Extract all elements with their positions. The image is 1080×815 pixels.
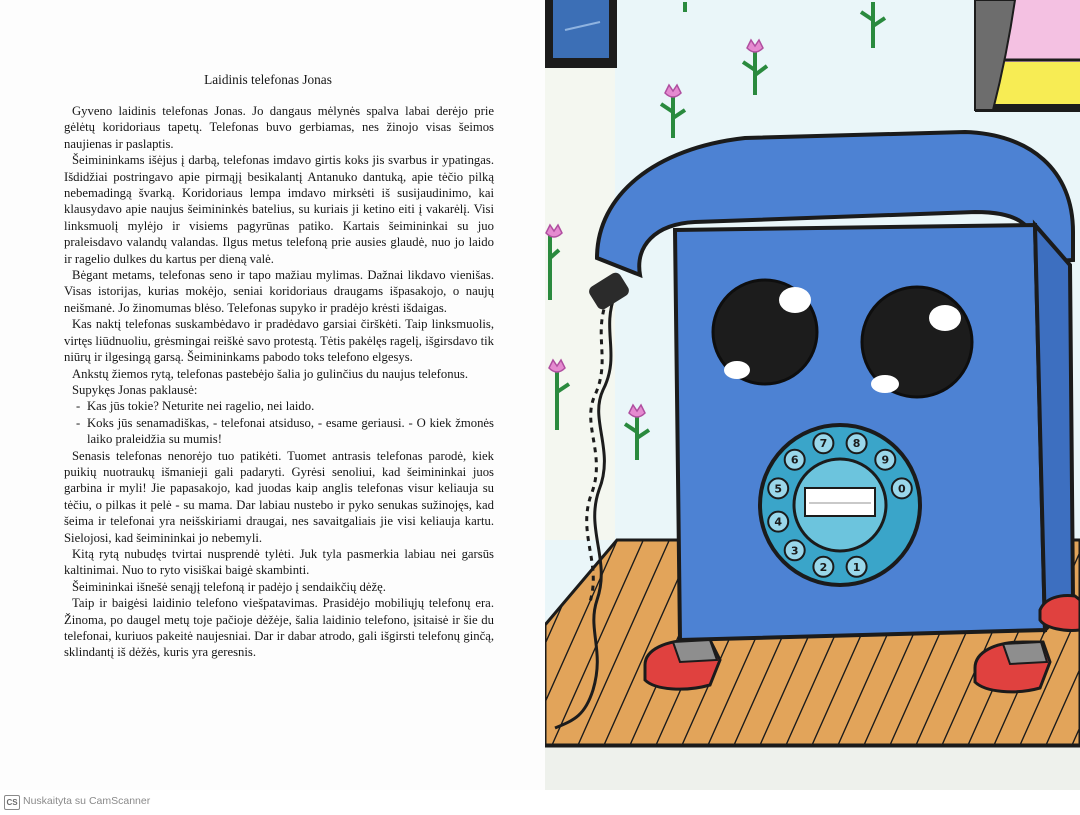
story-text <box>64 103 494 661</box>
dial-digit: 8 <box>852 437 861 451</box>
paragraph: Gyveno laidinis telefonas Jonas. Jo dangaus mėlynės spalva labai derėjo prie gėlėtų koridoriaus tapetų. Telefonas buvo gerbiamas, nes žinojo visas šeimos naujienas ir paslaptis. <box>64 104 494 151</box>
dial-digit: 3 <box>790 544 799 558</box>
window-left <box>545 0 617 68</box>
paragraph: Kas naktį telefonas suskambėdavo ir pradėdavo garsiai čirškėti. Taip linksmuolis, virtęs liūdnuoliu, grėsmingai reiškė savo protestą. Tėtis pakėlęs ragelį, išgirsdavo tik niūrų ir ilgesingą garsą. Šeimininkams pabodo toks telefono elgesys. <box>64 317 494 365</box>
scan-footer <box>0 790 1080 815</box>
dial-digit: 1 <box>852 560 861 574</box>
paragraph: Ankstų žiemos rytą, telefonas pastebėjo šalia jo gulinčius du naujus telefonus. <box>72 366 469 381</box>
camscanner-icon: CS <box>4 795 20 810</box>
dial-digit: 7 <box>819 437 828 451</box>
paragraph: Senasis telefonas nenorėjo tuo patikėti. Tuomet antrasis telefonas parodė, kiek puikių nuotraukų išmanieji gali padaryti. Gyrėsi senoliui, kad šeimininkai juos garbina ir myli! Jie papasakojo, kad juodas kaip anglis telefonas visur keliauja su tėčiu, o pilkas it pelė - su mama. Dar labiau nustebo ir pyko senukas sužinojęs, kad šeima ir telefonai yra neišskiriami draugai, nes savaitgaliais jie visi keliauja kartu. Sielojosi, kad šeimininkai jo nebemyli. <box>64 448 494 545</box>
paragraph: Šeimininkai išnešė senąjį telefoną ir padėjo į sendaikčių dėžę. <box>72 579 386 594</box>
paragraph: Supykęs Jonas paklausė: <box>72 382 198 397</box>
dial-digit: 5 <box>774 482 783 496</box>
dialogue-list <box>64 398 494 447</box>
window-right <box>975 0 1080 112</box>
dial-digit: 9 <box>881 453 890 467</box>
dial-digit: 6 <box>790 453 799 467</box>
paragraph: Bėgant metams, telefonas seno ir tapo mažiau mylimas. Dažnai likdavo vienišas. Visas istorijas, kurias mokėjo, seniai koridoriaus draugams išpasakojo, o naujų neišmanė. Jo žinomumas blėso. Telefonas supyko ir pradėjo krėsti išdaigas. <box>64 268 494 315</box>
paragraph: Šeimininkams išėjus į darbą, telefonas imdavo girtis koks jis svarbus ir ypatingas. Išdidžiai postringavo apie pirmąjį besikalantį Antanuko dantuką, apie tėčio pilką nebemadingą švarką. Koridoriaus lempa imdavo mirksėti iš susijaudinimo, kai klausydavo apie naujus šeimininkės batelius, su kuriais ji ketino eiti į vakarėlį. Visi linksmuolį mylėjo ir visiems pagyrūnas patiko. Kartais šeimininkai su juo praleisdavo valandų valandas. Ilgus metus telefoną prie ausies glaudė, nuo jo laido ir ragelio dulkes du kartus per dieną valė. <box>64 153 494 266</box>
dial-digit: 4 <box>774 515 783 529</box>
document-page <box>0 0 545 790</box>
dial-digit: 2 <box>819 560 828 574</box>
dialogue-line: - Kas jūs tokie? Neturite nei ragelio, nei laido. <box>76 399 315 414</box>
phone-illustration <box>545 0 1080 790</box>
scanner-label: Nuskaityta su CamScanner <box>23 795 151 807</box>
dialogue-line: - Koks jūs senamadiškas, - telefonai atsiduso, - esame geriausi. - O kiek žmonės laiko praleidžia su mumis! <box>76 415 494 447</box>
page-title: Laidinis telefonas Jonas <box>204 72 332 87</box>
rotary-dial <box>760 425 920 585</box>
paragraph: Taip ir baigėsi laidinio telefono viešpatavimas. Prasidėjo mobiliųjų telefonų era. Žinoma, po daugel metų toje pačioje dėžėje, šalia laidinio telefono, įsitaisė ir šie du telefonai, kuriuos pakeitė naujesniai. Dar ir dabar atrodo, gali išgirsti telefonų ginčą, sklindantį iš dėžės, kuris yra geresnis. <box>64 596 494 660</box>
paragraph: Kitą rytą nubudęs tvirtai nusprendė tylėti. Juk tyla pasmerkia labiau nei garsūs kaltinimai. Nuo to ryto visiškai baigė skambinti. <box>64 546 494 578</box>
dial-digit: 0 <box>897 482 906 496</box>
